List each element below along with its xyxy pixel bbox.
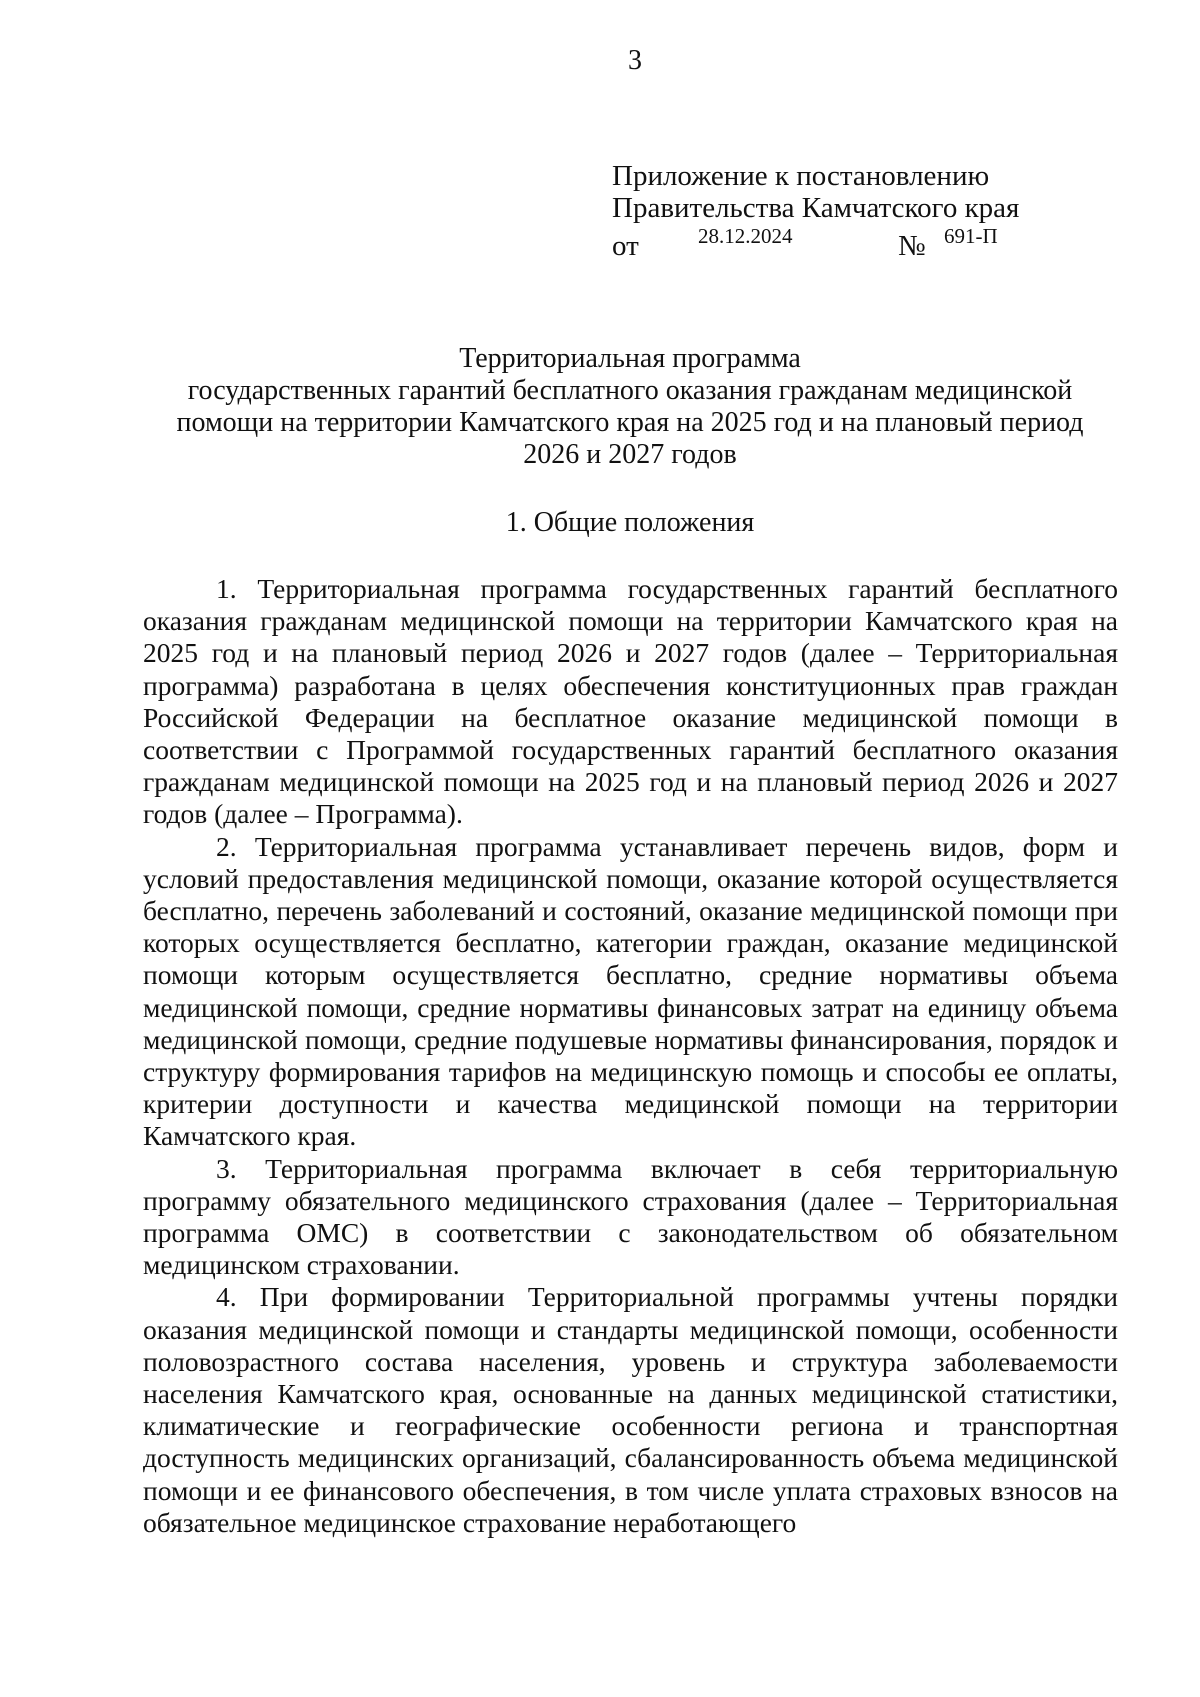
section-heading: 1. Общие положения [505, 507, 755, 538]
body-text [143, 573, 1118, 1539]
title-line-2: государственных гарантий бесплатного оказания гражданам медицинской [187, 375, 1073, 406]
appendix-block [612, 160, 1052, 260]
paragraph-3: 3. Территориальная программа включает в себя территориальную программу обязательного медицинского страхования (далее – Территориальная программа ОМС) в соответствии с законодательством об обязательном медицинском страховании. [143, 1152, 1118, 1281]
paragraph-4: 4. При формировании Территориальной программы учтены порядки оказания медицинской помощи и стандарты медицинской помощи, особенности половозрастного состава населения, уровень и структура заболеваемости населения Камчатского края, основанные на данных медицинской статистики, климатические и географические особенности региона и транспортная доступность медицинских организаций, сбалансированность объема медицинской помощи и ее финансового обеспечения, в том числе уплата страховых взносов на обязательное медицинское страхование неработающего [143, 1281, 1118, 1538]
appendix-line-1: Приложение к постановлению [612, 160, 990, 192]
page-number: 3 [628, 45, 642, 76]
from-label: от [612, 230, 639, 262]
title-line-1: Территориальная программа [459, 343, 801, 374]
paragraph-1: 1. Территориальная программа государственных гарантий бесплатного оказания гражданам медицинской помощи на территории Камчатского края на 2025 год и на плановый период 2026 и 2027 годов (далее – Территориальная программа) разработана в целях обеспечения конституционных прав граждан Российской Федерации на бесплатное оказание медицинской помощи в соответствии с Программой государственных гарантий бесплатного оказания гражданам медицинской помощи на 2025 год и на плановый период 2026 и 2027 годов (далее – Программа). [143, 573, 1118, 830]
appendix-date-row [612, 224, 1052, 260]
number-sign: № [898, 230, 926, 262]
title-line-4: 2026 и 2027 годов [523, 439, 737, 470]
appendix-line-2: Правительства Камчатского края [612, 192, 1020, 224]
resolution-number: 691-П [944, 224, 998, 248]
document-title [140, 343, 1120, 471]
resolution-date: 28.12.2024 [698, 224, 793, 248]
paragraph-2: 2. Территориальная программа устанавливает перечень видов, форм и условий предоставления медицинской помощи, оказание которой осуществляется бесплатно, перечень заболеваний и состояний, оказание медицинской помощи при которых осуществляется бесплатно, категории граждан, оказание медицинской помощи которым осуществляется бесплатно, средние нормативы объема медицинской помощи, средние нормативы финансовых затрат на единицу объема медицинской помощи, средние подушевые нормативы финансирования, порядок и структуру формирования тарифов на медицинскую помощь и способы ее оплаты, критерии доступности и качества медицинской помощи на территории Камчатского края. [143, 830, 1118, 1152]
title-line-3: помощи на территории Камчатского края на 2025 год и на плановый период [176, 407, 1084, 438]
